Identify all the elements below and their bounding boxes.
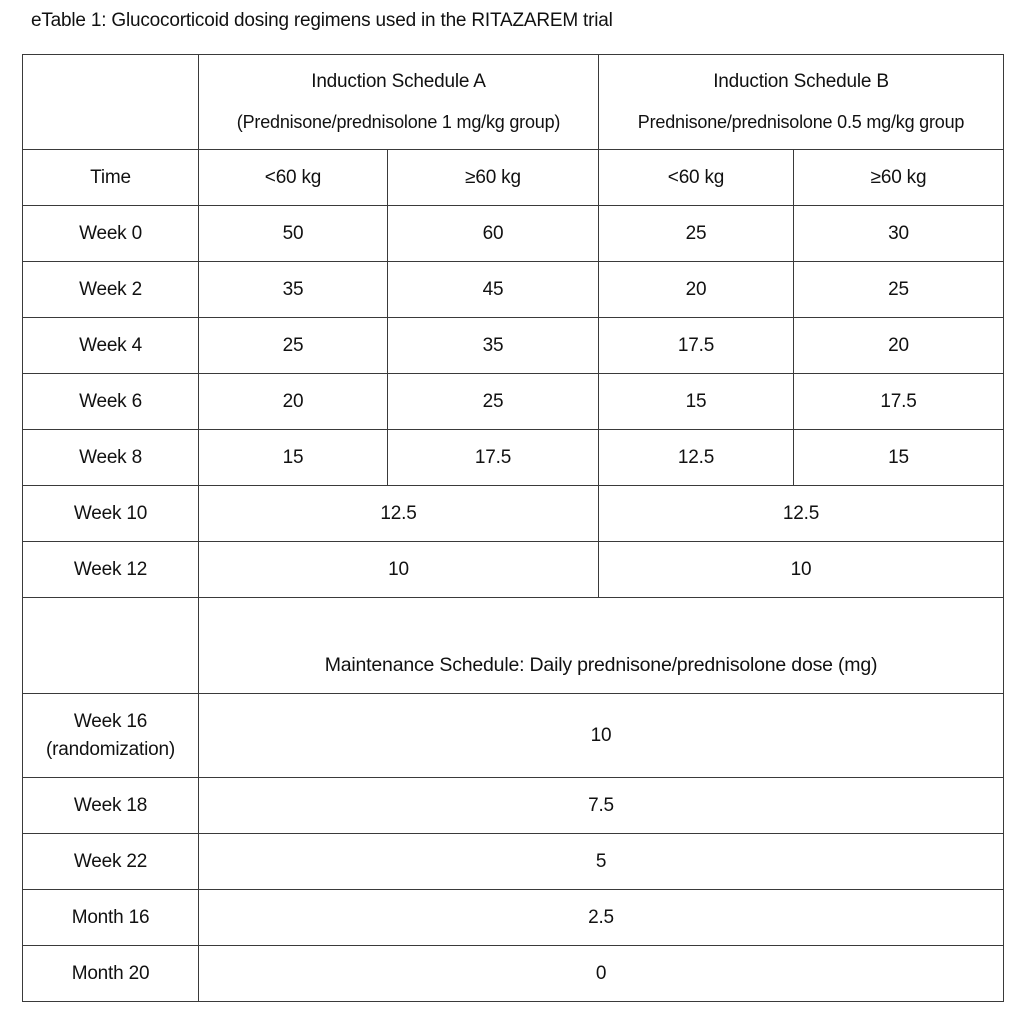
schedule-a-weight-under: <60 kg [199,150,388,206]
time-cell: Week 4 [23,318,199,374]
dose-cell: 20 [794,318,1004,374]
merged-dose-cell: 10 [599,542,1004,598]
dose-cell: 20 [599,262,794,318]
maintenance-header-row [23,598,1004,694]
schedule-b-weight-under: <60 kg [599,150,794,206]
empty-corner-cell [23,598,199,694]
table-row [23,778,1004,834]
time-cell: Week 2 [23,262,199,318]
table-caption: eTable 1: Glucocorticoid dosing regimens used in the RITAZAREM trial [31,10,613,31]
merged-dose-cell: 12.5 [599,486,1004,542]
schedule-b-header [599,55,1004,150]
dose-cell: 25 [794,262,1004,318]
schedule-a-header [199,55,599,150]
dose-cell: 17.5 [388,430,599,486]
dose-cell: 20 [199,374,388,430]
dose-cell: 60 [388,206,599,262]
table-row [23,262,1004,318]
table-row [23,374,1004,430]
schedule-a-subtitle: (Prednisone/prednisolone 1 mg/kg group) [236,112,561,132]
dose-cell: 17.5 [599,318,794,374]
table-row [23,946,1004,1002]
schedule-b-subtitle: Prednisone/prednisolone 0.5 mg/kg group [637,112,965,132]
schedule-header-row [23,55,1004,150]
schedule-a-title: Induction Schedule A [311,71,486,92]
weight-header-row [23,150,1004,206]
time-cell: Week 0 [23,206,199,262]
dose-cell: 15 [199,430,388,486]
time-line: Week 16 [73,710,148,732]
dose-cell: 30 [794,206,1004,262]
merged-dose-cell: 10 [199,542,599,598]
schedule-b-title: Induction Schedule B [713,71,889,92]
dose-cell: 45 [388,262,599,318]
table-row [23,890,1004,946]
time-cell: Week 10 [23,486,199,542]
time-line: (randomization) [46,738,175,760]
maintenance-dose-cell: 5 [199,834,1004,890]
dose-cell: 12.5 [599,430,794,486]
empty-corner-cell [23,55,199,150]
time-cell: Week 18 [23,778,199,834]
time-cell: Week 6 [23,374,199,430]
time-cell: Month 16 [23,890,199,946]
time-cell: Month 20 [23,946,199,1002]
dose-cell: 15 [599,374,794,430]
dose-cell: 25 [199,318,388,374]
table-row [23,694,1004,778]
table-row [23,542,1004,598]
maintenance-dose-cell: 0 [199,946,1004,1002]
time-cell: Week 12 [23,542,199,598]
maintenance-header [199,598,1004,694]
time-cell: Week 8 [23,430,199,486]
time-cell [23,694,199,778]
dose-cell: 50 [199,206,388,262]
dose-cell: 35 [388,318,599,374]
maintenance-title: Maintenance Schedule: Daily prednisone/prednisolone dose (mg) [324,653,878,676]
dose-cell: 17.5 [794,374,1004,430]
schedule-b-weight-over: ≥60 kg [794,150,1004,206]
time-header: Time [23,150,199,206]
dose-cell: 15 [794,430,1004,486]
merged-dose-cell: 12.5 [199,486,599,542]
dosing-table [22,54,1004,1002]
table-row [23,486,1004,542]
time-cell: Week 22 [23,834,199,890]
maintenance-dose-cell: 10 [199,694,1004,778]
dose-cell: 35 [199,262,388,318]
dose-cell: 25 [388,374,599,430]
table-row [23,206,1004,262]
dose-cell: 25 [599,206,794,262]
schedule-a-weight-over: ≥60 kg [388,150,599,206]
maintenance-dose-cell: 2.5 [199,890,1004,946]
table-row [23,430,1004,486]
table-row [23,318,1004,374]
table-row [23,834,1004,890]
maintenance-dose-cell: 7.5 [199,778,1004,834]
